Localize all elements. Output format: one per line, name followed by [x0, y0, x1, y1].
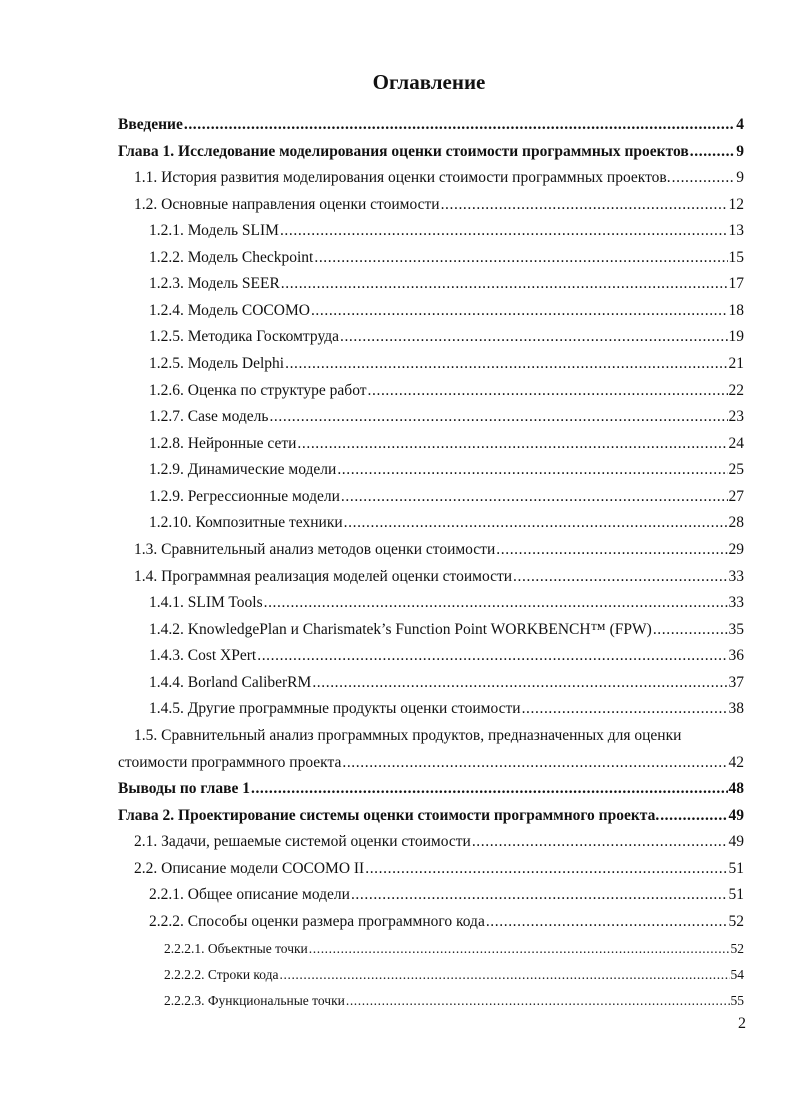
toc-entry-page: 19	[728, 328, 744, 345]
toc-entry-1-2-8[interactable]	[149, 435, 744, 453]
toc-entry-page: 33	[728, 594, 744, 611]
toc-entry-label: 1.2.8. Нейронные сети	[149, 435, 297, 452]
toc-entry-introduction[interactable]	[118, 116, 744, 134]
toc-entry-label: 1.2.7. Case модель	[149, 408, 269, 425]
toc-entry-page: 48	[728, 780, 744, 797]
leader-dots	[311, 302, 728, 320]
leader-dots	[340, 328, 728, 346]
toc-entry-page: 23	[728, 408, 744, 425]
toc-entry-chapter-1[interactable]	[118, 143, 744, 161]
toc-entry-page: 28	[728, 514, 744, 531]
toc-entry-label: 1.2.3. Модель SEER	[149, 275, 280, 292]
toc-entry-label: Глава 2. Проектирование системы оценки стоимости программного проекта.	[118, 807, 660, 824]
leader-dots	[351, 886, 728, 904]
toc-entry-1-2-5b[interactable]	[149, 355, 744, 373]
leader-dots	[522, 700, 728, 718]
leader-dots	[344, 514, 728, 532]
toc-entry-page: 37	[728, 674, 744, 691]
leader-dots	[285, 355, 727, 373]
leader-dots	[513, 568, 727, 586]
toc-entry-page: 52	[728, 913, 744, 930]
toc-entry-label: 1.2.5. Модель Delphi	[149, 355, 285, 372]
toc-entry-label: 2.2.2.1. Объектные точки	[164, 941, 308, 956]
toc-entry-label: 2.2.2. Способы оценки размера программного кода	[149, 913, 485, 930]
leader-dots	[346, 993, 730, 1009]
toc-entry-label: 2.2.2.3. Функциональные точки	[164, 993, 345, 1008]
leader-dots	[297, 435, 727, 453]
toc-entry-page: 17	[728, 275, 744, 292]
toc-entry-1-2[interactable]	[134, 196, 744, 214]
toc-entry-chapter-2[interactable]	[118, 807, 744, 825]
toc-entry-1-4-4[interactable]	[149, 674, 744, 692]
toc-entry-label: Выводы по главе 1	[118, 780, 250, 797]
leader-dots	[312, 674, 727, 692]
toc-entry-label: 1.2.6. Оценка по структуре работ	[149, 382, 367, 399]
toc-entry-chapter-1-conclusions[interactable]	[118, 780, 744, 798]
toc-entry-page: 12	[728, 196, 744, 213]
toc-entry-page: 21	[728, 355, 744, 372]
toc-entry-1-5-line-1[interactable]	[134, 727, 681, 745]
leader-dots	[184, 116, 735, 134]
toc-entry-1-2-4[interactable]	[149, 302, 744, 320]
toc-entry-page: 9	[736, 143, 744, 160]
toc-entry-1-4-5[interactable]	[149, 700, 744, 718]
toc-entry-page: 49	[728, 807, 744, 824]
toc-entry-page: 4	[736, 116, 744, 133]
leader-dots	[368, 382, 728, 400]
toc-entry-page: 36	[728, 647, 744, 664]
toc-entry-2-2-2[interactable]	[149, 913, 744, 931]
toc-entry-label: 1.2.4. Модель COCOMO	[149, 302, 310, 319]
toc-entry-page: 13	[728, 222, 744, 239]
toc-entry-label: 2.2. Описание модели COCOMO II	[134, 860, 365, 877]
toc-entry-page: 42	[728, 754, 744, 771]
toc-entry-label: 2.1. Задачи, решаемые системой оценки стоимости	[134, 833, 471, 850]
leader-dots	[690, 143, 735, 161]
toc-entry-1-2-2[interactable]	[149, 249, 744, 267]
toc-entry-page: 33	[728, 568, 744, 585]
toc-entry-1-4-1[interactable]	[149, 594, 744, 612]
leader-dots	[309, 941, 730, 957]
toc-entry-page: 55	[730, 993, 744, 1008]
toc-entry-2-2-2-2[interactable]	[164, 967, 744, 983]
toc-entry-label: 1.2.1. Модель SLIM	[149, 222, 279, 239]
toc-entry-1-2-9a[interactable]	[149, 461, 744, 479]
toc-entry-label: 1.1. История развития моделирования оценки стоимости программных проектов.	[134, 169, 671, 186]
toc-entry-page: 52	[730, 941, 744, 956]
toc-entry-1-4-3[interactable]	[149, 647, 744, 665]
toc-entry-label: 1.4.1. SLIM Tools	[149, 594, 263, 611]
toc-entry-2-2-1[interactable]	[149, 886, 744, 904]
leader-dots	[251, 780, 728, 798]
leader-dots	[342, 754, 727, 772]
toc-entry-label: 1.4.4. Borland CaliberRM	[149, 674, 312, 691]
leader-dots	[365, 860, 727, 878]
toc-entry-label: 1.2.10. Композитные техники	[149, 514, 343, 531]
toc-entry-2-2-2-3[interactable]	[164, 993, 744, 1009]
leader-dots	[496, 541, 727, 559]
toc-entry-1-2-1[interactable]	[149, 222, 744, 240]
toc-entry-page: 35	[728, 621, 744, 638]
leader-dots	[653, 621, 728, 639]
toc-entry-label: 2.2.2.2. Строки кода	[164, 967, 279, 982]
leader-dots	[314, 249, 727, 267]
toc-entry-1-5-line-2[interactable]	[118, 754, 744, 772]
toc-entry-1-4-2[interactable]	[149, 621, 744, 639]
toc-entry-1-2-6[interactable]	[149, 382, 744, 400]
toc-entry-page: 51	[728, 886, 744, 903]
toc-entry-label: 1.2. Основные направления оценки стоимости	[134, 196, 440, 213]
leader-dots	[281, 275, 728, 293]
leader-dots	[269, 408, 727, 426]
toc-entry-label: 1.4.3. Cost XPert	[149, 647, 257, 664]
page-number: 2	[738, 1015, 746, 1032]
leader-dots	[472, 833, 728, 851]
toc-entry-1-2-10[interactable]	[149, 514, 744, 532]
toc-entry-label: 1.3. Сравнительный анализ методов оценки стоимости	[134, 541, 496, 558]
toc-entry-1-2-3[interactable]	[149, 275, 744, 293]
toc-entry-2-1[interactable]	[134, 833, 744, 851]
toc-entry-label: 1.5. Сравнительный анализ программных продуктов, предназначенных для оценки	[134, 727, 682, 744]
toc-entry-label: 1.4. Программная реализация моделей оценки стоимости	[134, 568, 513, 585]
toc-entry-2-2[interactable]	[134, 860, 744, 878]
toc-entry-label: стоимости программного проекта	[118, 754, 342, 771]
toc-entry-label: 1.4.5. Другие программные продукты оценки стоимости	[149, 700, 521, 717]
leader-dots	[441, 196, 728, 214]
leader-dots	[280, 967, 730, 983]
leader-dots	[264, 594, 728, 612]
toc-entry-page: 9	[736, 169, 744, 186]
leader-dots	[660, 807, 727, 825]
toc-entry-1-4[interactable]	[134, 568, 744, 586]
toc-entry-page: 22	[728, 382, 744, 399]
toc-entry-label: 1.2.5. Методика Госкомтруда	[149, 328, 339, 345]
leader-dots	[341, 488, 728, 506]
toc-entry-page: 25	[728, 461, 744, 478]
toc-entry-1-2-7[interactable]	[149, 408, 744, 426]
toc-entry-page: 29	[728, 541, 744, 558]
toc-entry-page: 27	[728, 488, 744, 505]
toc-entry-page: 38	[728, 700, 744, 717]
toc-entry-1-2-5a[interactable]	[149, 328, 744, 346]
leader-dots	[337, 461, 727, 479]
toc-entry-label: 1.2.9. Регрессионные модели	[149, 488, 340, 505]
toc-entry-page: 18	[728, 302, 744, 319]
leader-dots	[280, 222, 728, 240]
toc-entry-label: 1.4.2. KnowledgePlan и Charismatek’s Function Point WORKBENCH™ (FPW)	[149, 621, 652, 638]
toc-entry-1-1[interactable]	[134, 169, 744, 187]
toc-entry-page: 24	[728, 435, 744, 452]
toc-entry-page: 15	[728, 249, 744, 266]
toc-entry-page: 49	[728, 833, 744, 850]
toc-entry-page: 54	[730, 967, 744, 982]
toc-entry-label: Глава 1. Исследование моделирования оценки стоимости программных проектов	[118, 143, 689, 160]
leader-dots	[486, 913, 728, 931]
toc-entry-label: 1.2.9. Динамические модели	[149, 461, 337, 478]
toc-entry-1-3[interactable]	[134, 541, 744, 559]
toc-entry-label: 1.2.2. Модель Checkpoint	[149, 249, 314, 266]
toc-entry-1-2-9b[interactable]	[149, 488, 744, 506]
page-title: Оглавление	[372, 70, 486, 94]
toc-entry-label: Введение	[118, 116, 183, 133]
leader-dots	[257, 647, 727, 665]
toc-entry-2-2-2-1[interactable]	[164, 941, 744, 957]
leader-dots	[672, 169, 736, 187]
toc-entry-page: 51	[728, 860, 744, 877]
toc-entry-label: 2.2.1. Общее описание модели	[149, 886, 350, 903]
